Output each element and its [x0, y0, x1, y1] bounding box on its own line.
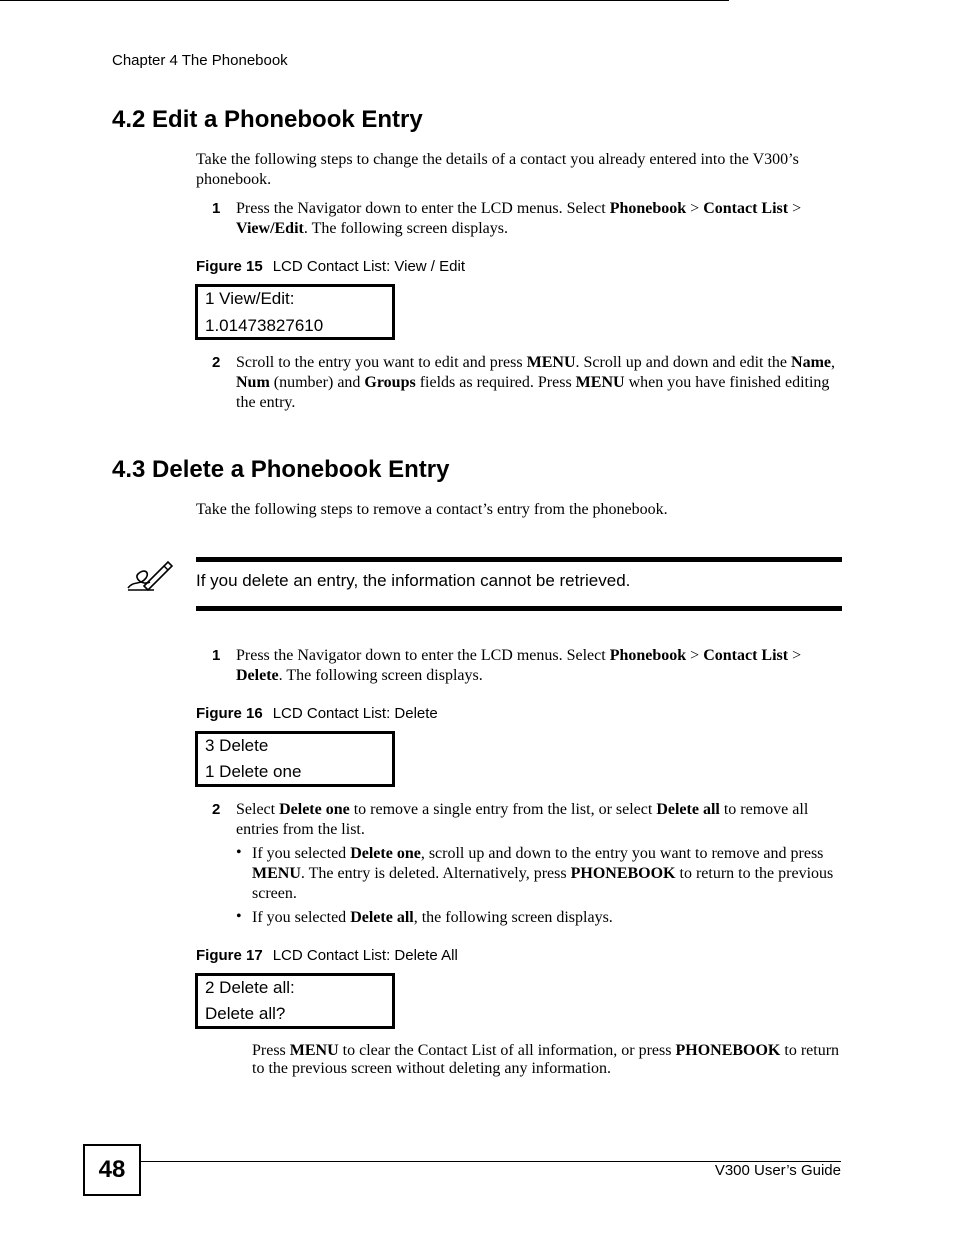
lcd-screen-view-edit — [195, 284, 395, 340]
edit-step-2: Scroll to the entry you want to edit and press MENU. Scroll up and down and edit the Name, Num (number) and Groups fields as required. Press MENU when you have finished editing the entry. — [236, 354, 835, 411]
header-rule — [0, 0, 729, 1]
closing-paragraph: Press MENU to clear the Contact List of all information, or press PHONEBOOK to return to the previous screen without deleting any information. — [252, 1042, 840, 1077]
section-4-2-intro: Take the following steps to change the details of a contact you already entered into the V300’s phonebook. — [196, 151, 799, 188]
step-number: 1 — [212, 647, 221, 664]
step-number: 1 — [212, 200, 221, 217]
lcd-line-2: 1.01473827610 — [205, 316, 324, 335]
lcd-line-1: 1 View/Edit: — [205, 289, 295, 308]
lcd-line-2: Delete all? — [205, 1004, 286, 1023]
lcd-line-1: 3 Delete — [205, 736, 269, 755]
bullet-marker: • — [236, 844, 242, 861]
bullet-delete-all: If you selected Delete all, the following screen displays. — [252, 909, 613, 926]
delete-step-2: Select Delete one to remove a single entry from the list, or select Delete all to remove all entries from the list. — [236, 801, 809, 838]
delete-step-1: Press the Navigator down to enter the LCD menus. Select Phonebook > Contact List > Delete. The following screen displays. — [236, 647, 802, 684]
step-number: 2 — [212, 801, 221, 818]
lcd-screen-delete-all — [195, 973, 395, 1029]
note-bottom-rule — [196, 606, 842, 611]
note-pencil-icon — [124, 556, 174, 592]
note-text: If you delete an entry, the information cannot be retrieved. — [196, 571, 631, 590]
bullet-delete-one: If you selected Delete one, scroll up and down to the entry you want to remove and press MENU. The entry is deleted. Alternatively, press PHONEBOOK to return to the previous screen. — [252, 845, 834, 902]
figure-17-caption: Figure 17 LCD Contact List: Delete All — [196, 947, 458, 964]
figure-15-caption: Figure 15 LCD Contact List: View / Edit — [196, 258, 465, 275]
step-number: 2 — [212, 354, 221, 371]
edit-step-1: Press the Navigator down to enter the LCD menus. Select Phonebook > Contact List > View/Edit. The following screen displays. — [236, 200, 802, 237]
section-heading-4-2: 4.2 Edit a Phonebook Entry — [112, 106, 423, 133]
footer-guide-title: V300 User’s Guide — [714, 1162, 841, 1179]
bullet-marker: • — [236, 908, 242, 925]
running-header: Chapter 4 The Phonebook — [112, 52, 288, 69]
section-heading-4-3: 4.3 Delete a Phonebook Entry — [112, 456, 450, 483]
lcd-line-2: 1 Delete one — [205, 762, 302, 781]
page-number: 48 — [83, 1144, 141, 1196]
note-top-rule — [196, 557, 842, 562]
figure-16-caption: Figure 16 LCD Contact List: Delete — [196, 705, 438, 722]
lcd-line-1: 2 Delete all: — [205, 978, 295, 997]
section-4-3-intro: Take the following steps to remove a contact’s entry from the phonebook. — [196, 501, 668, 518]
lcd-screen-delete — [195, 731, 395, 787]
